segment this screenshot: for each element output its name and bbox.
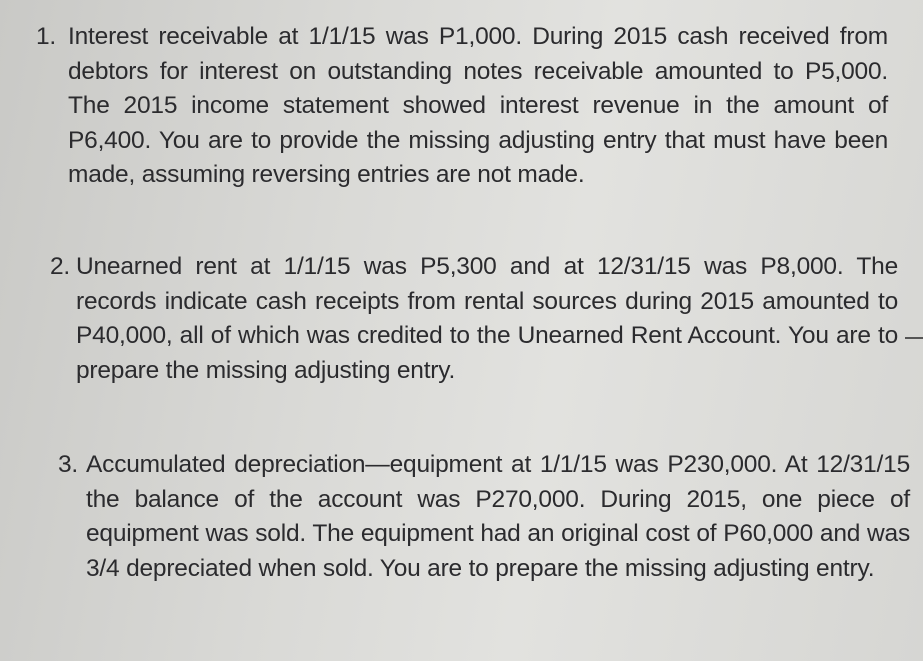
problem-number: 3. <box>58 451 79 478</box>
problem-number: 1. <box>36 23 57 50</box>
problem-text: Interest receivable at 1/1/15 was P1,000. During 2015 cash received from debtors for interest on outstanding notes receivable amounted to P5,000. The 2015 income statement showed interest revenue in the amount of P6,400. You are to provide the missing adjusting entry that must have been made, assuming reversing entries are not made. <box>68 23 888 188</box>
problem-2 <box>50 250 898 388</box>
problem-1 <box>36 20 888 193</box>
margin-mark <box>905 337 923 339</box>
problem-3 <box>58 448 910 586</box>
problem-number: 2. <box>50 253 71 280</box>
problem-text: Unearned rent at 1/1/15 was P5,300 and at 12/31/15 was P8,000. The records indicate cash receipts from rental sources during 2015 amounted to P40,000, all of which was credited to the Unearned Rent Account. You are to prepare the missing adjusting entry. <box>76 253 898 384</box>
problem-text: Accumulated depreciation—equipment at 1/1/15 was P230,000. At 12/31/15 the balance of the account was P270,000. During 2015, one piece of equipment was sold. The equipment had an original cost of P60,000 and was 3/4 depreciated when sold. You are to prepare the missing adjusting entry. <box>86 451 910 582</box>
